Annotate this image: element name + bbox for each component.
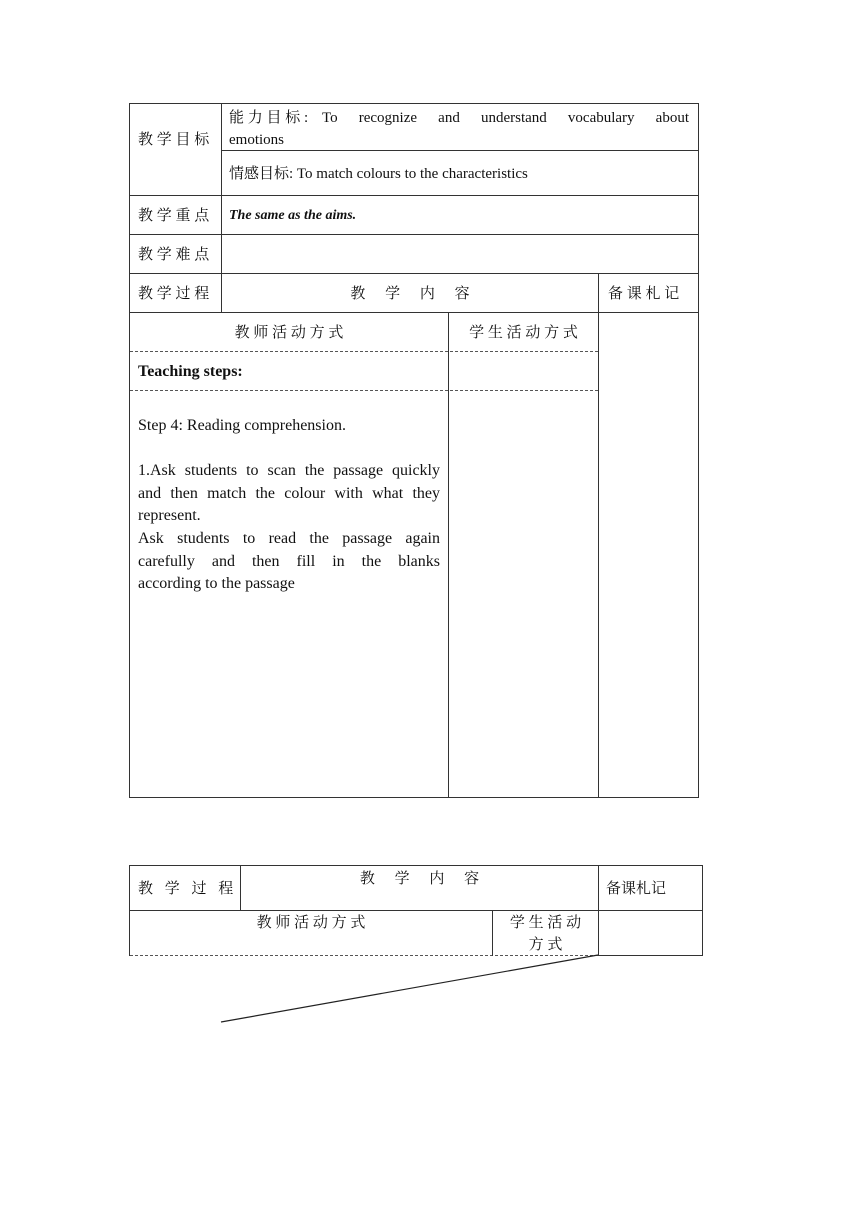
ability-aim-text-cont: emotions [229,132,284,148]
label-teaching-aims: 教 学 目 标 [138,132,210,148]
teaching-steps-heading: Teaching steps: [138,363,243,380]
notes-header: 备 课 札 记 [608,286,680,302]
step-title: Step 4: Reading comprehension. [138,417,346,434]
step-line: represent. [138,507,201,524]
teacher-activity-header: 教 师 活 动 方 式 [234,325,344,341]
step-line: 1.Ask students to scan the passage quickly [138,462,440,479]
table2-student-header-line2: 方 式 [528,937,563,953]
ability-aim-text: To recognize and understand vocabulary about [322,110,689,126]
content-header: 教 学 内 容 [350,286,470,302]
table2-process-label: 教 学 过 程 [138,881,234,897]
label-teaching-process: 教 学 过 程 [138,286,210,302]
student-activity-header: 学 生 活 动 方 式 [469,325,578,341]
step-line: and then match the colour with what they [138,484,440,502]
key-points-text: The same as the aims. [229,208,357,223]
step-line: carefully and then fill in the blanks [138,552,440,570]
table2-notes-header: 备课札记 [606,881,667,897]
step-line: according to the passage [138,575,295,592]
table2-content-header: 教 学 内 容 [359,871,480,887]
table2-student-header-line1: 学 生 活 动 [509,915,582,931]
table2-teacher-header: 教 师 活 动 方 式 [256,915,366,931]
emotion-aim: 情感目标: To match colours to the characteristics [229,166,528,182]
step-line: Ask students to read the passage again [138,530,440,547]
label-key-points: 教 学 重 点 [138,208,210,224]
ability-aim-label: 能 力 目 标 : [229,110,309,126]
label-difficulties: 教 学 难 点 [138,247,210,263]
